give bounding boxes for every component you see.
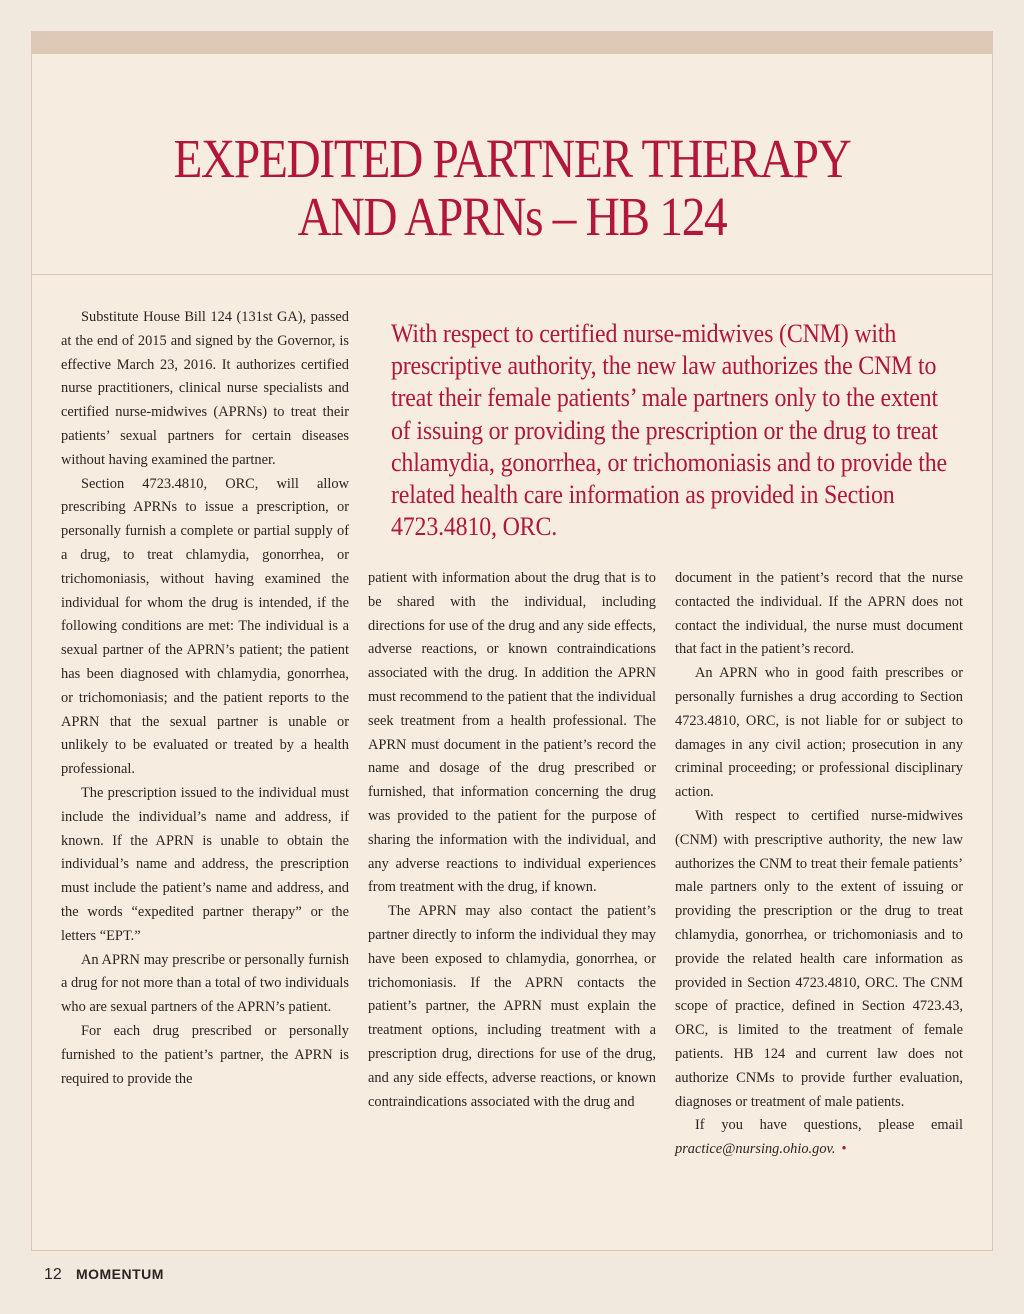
title-divider [31,274,993,275]
end-bullet-icon: • [841,1141,847,1158]
pull-quote: With respect to certified nurse-midwives (CNM) with prescriptive authority, the new law authorizes the CNM to treat their female patients’ male partners only to the extent of issuing or providing the prescription or the drug to treat chlamydia, gonorrhea, or trichomoniasis and to provide the related health care information as provided in Section 4723.4810, ORC. [391,319,947,542]
title-line-2: AND APRNs – HB 124 [297,186,727,247]
magazine-name: MOMENTUM [75,1266,164,1282]
contact-paragraph [675,1114,963,1162]
paragraph: document in the patient’s record that the nurse contacted the individual. If the APRN does not contact the individual, the nurse must document that fact in the patient’s record. [675,570,963,658]
column-1 [61,306,349,1091]
paragraph: The prescription issued to the individual must include the individual’s name and address, if known. If the APRN is unable to obtain the individual’s name and address, the prescription must include the patient’s name and address, and the words “expedited partner therapy” or the letters “EPT.” [61,784,349,944]
title-line-1: EXPEDITED PARTNER THERAPY [173,128,851,189]
page-footer [44,1266,164,1284]
paragraph: The APRN may also contact the patient’s partner directly to inform the individual they may have been exposed to chlamydia, gonorrhea, or trichomoniasis. If the APRN contacts the patient’s partner, the APRN must explain the treatment options, including treatment with a prescription drug, directions for use of the drug, and any side effects, adverse reactions, or known contraindications associated with the drug and [368,903,656,1110]
paragraph: Section 4723.4810, ORC, will allow prescribing APRNs to issue a prescription, or personally furnish a complete or partial supply of a drug, to treat chlamydia, gonorrhea, or trichomoniasis, without having examined the individual for whom the drug is intended, if the following conditions are met: The individual is a sexual partner of the APRN’s patient; the patient has been diagnosed with chlamydia, gonorrhea, or trichomoniasis; and the patient reports to the APRN that the sexual partner is unable or unlikely to be evaluated or treated by a health professional. [61,475,349,778]
paragraph: An APRN who in good faith prescribes or personally furnishes a drug according to Section 4723.4810, ORC, is not liable for or subject to damages in any civil action; prosecution in any criminal proceeding; or professional disciplinary action. [675,665,963,801]
contact-text: If you have questions, please email [695,1117,963,1134]
paragraph: An APRN may prescribe or personally furnish a drug for not more than a total of two individuals who are sexual partners of the APRN’s patient. [61,951,349,1016]
paragraph: patient with information about the drug that is to be shared with the individual, including directions for use of the drug and any side effects, adverse reactions, or known contraindications associated with the drug. In addition the APRN must recommend to the patient that the individual seek treatment from a health professional. The APRN must document in the patient’s record the name and dosage of the drug prescribed or furnished, that information concerning the drug was provided to the patient for the purpose of sharing the information with the individual, and any adverse reactions to individual experiences from treatment with the drug, if known. [368,570,656,896]
paragraph: Substitute House Bill 124 (131st GA), passed at the end of 2015 and signed by the Governor, is effective March 23, 2016. It authorizes certified nurse practitioners, clinical nurse specialists and certified nurse-midwives (APRNs) to treat their patients’ sexual partners for certain diseases without having examined the partner. [61,309,349,468]
contact-email-link[interactable]: practice@nursing.ohio.gov. [675,1141,836,1158]
page-number: 12 [44,1266,62,1283]
column-2 [368,567,656,1114]
paragraph: For each drug prescribed or personally furnished to the patient’s partner, the APRN is required to provide the [61,1022,349,1087]
column-3 [675,567,963,1162]
paragraph: With respect to certified nurse-midwives (CNM) with prescriptive authority, the new law authorizes the CNM to treat their female patients’ male partners only to the extent of issuing or providing the prescription or the drug to treat chlamydia, gonorrhea, or trichomoniasis and to provide the related health care information as provided in Section 4723.4810, ORC. The CNM scope of practice, defined in Section 4723.43, ORC, is limited to the treatment of female patients. HB 124 and current law does not authorize CNMs to provide further evaluation, diagnoses or treatment of male patients. [675,807,963,1110]
header-bar [31,31,993,54]
article-title [98,130,925,246]
